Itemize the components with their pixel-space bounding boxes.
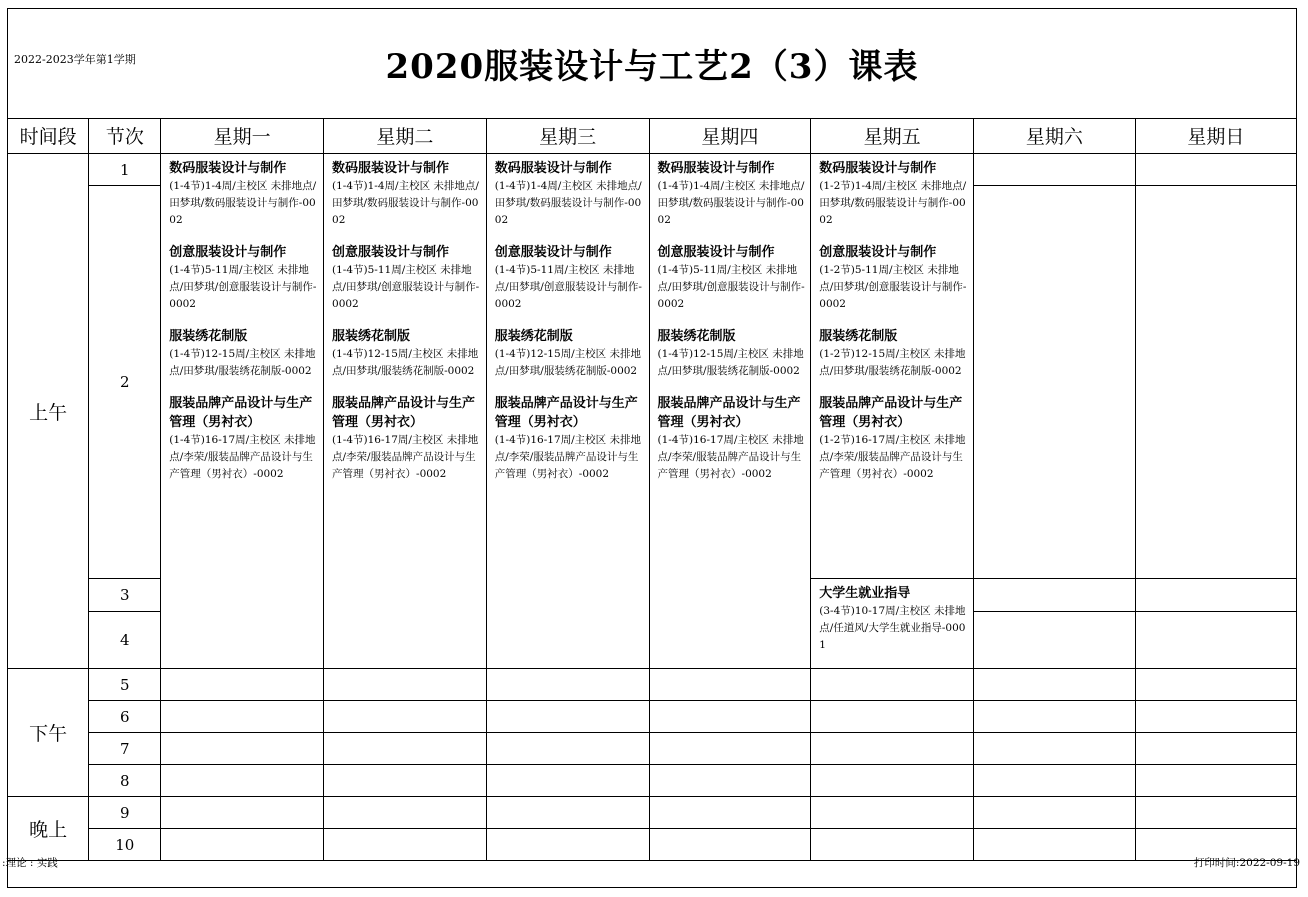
column-header-wednesday: 星期三 bbox=[486, 118, 649, 154]
empty-cell bbox=[811, 765, 974, 797]
empty-cell bbox=[974, 579, 1136, 612]
course-detail: (1-2节)5-11周/主校区 未排地点/田梦琪/创意服装设计与制作-0002 bbox=[819, 264, 967, 310]
course-entry bbox=[169, 327, 319, 380]
period-number: 1 bbox=[89, 154, 161, 186]
course-entry bbox=[658, 327, 807, 380]
friday-afternoon-course bbox=[811, 579, 974, 669]
empty-cell bbox=[486, 765, 649, 797]
empty-cell bbox=[974, 733, 1136, 765]
course-name: 服装绣花制版 bbox=[169, 329, 248, 344]
empty-cell bbox=[1135, 669, 1296, 701]
period-row bbox=[8, 701, 1296, 733]
course-detail: (1-4节)16-17周/主校区 未排地点/李荣/服装品牌产品设计与生产管理（男衬衣）-0002 bbox=[332, 434, 479, 480]
course-name: 数码服装设计与制作 bbox=[169, 161, 287, 176]
course-name: 服装绣花制版 bbox=[494, 329, 573, 344]
column-header-friday: 星期五 bbox=[811, 118, 974, 154]
period-number: 8 bbox=[89, 765, 161, 797]
empty-cell bbox=[811, 797, 974, 829]
course-name: 创意服装设计与制作 bbox=[657, 245, 775, 260]
empty-cell bbox=[161, 797, 324, 829]
empty-cell bbox=[324, 797, 487, 829]
period-row bbox=[8, 733, 1296, 765]
course-detail: (1-4节)5-11周/主校区 未排地点/田梦琪/创意服装设计与制作-0002 bbox=[332, 264, 480, 310]
empty-cell bbox=[1135, 765, 1296, 797]
page-title: 2020服装设计与工艺2（3）课表 bbox=[385, 47, 919, 87]
course-name: 服装绣花制版 bbox=[332, 329, 411, 344]
empty-cell bbox=[324, 765, 487, 797]
course-entry bbox=[169, 394, 319, 483]
course-detail: (1-2节)12-15周/主校区 未排地点/田梦琪/服装绣花制版-0002 bbox=[819, 348, 966, 377]
empty-cell bbox=[974, 765, 1136, 797]
course-name: 数码服装设计与制作 bbox=[657, 161, 775, 176]
empty-cell bbox=[486, 797, 649, 829]
column-header-period: 节次 bbox=[89, 118, 161, 154]
course-detail: (1-4节)12-15周/主校区 未排地点/田梦琪/服装绣花制版-0002 bbox=[657, 348, 804, 377]
course-name: 创意服装设计与制作 bbox=[169, 245, 287, 260]
course-detail: (1-4节)1-4周/主校区 未排地点/田梦琪/数码服装设计与制作-0002 bbox=[169, 180, 317, 226]
tuesday-courses bbox=[324, 154, 487, 669]
period-number: 10 bbox=[89, 829, 161, 861]
empty-cell bbox=[811, 829, 974, 861]
period-number: 5 bbox=[89, 669, 161, 701]
course-name: 数码服装设计与制作 bbox=[332, 161, 450, 176]
period-number: 2 bbox=[89, 186, 161, 579]
course-detail: (1-4节)5-11周/主校区 未排地点/田梦琪/创意服装设计与制作-0002 bbox=[169, 264, 317, 310]
course-detail: (1-4节)16-17周/主校区 未排地点/李荣/服装品牌产品设计与生产管理（男衬衣）-0002 bbox=[169, 434, 316, 480]
empty-cell bbox=[649, 669, 811, 701]
empty-cell bbox=[161, 829, 324, 861]
empty-cell bbox=[486, 829, 649, 861]
course-name: 服装绣花制版 bbox=[819, 329, 898, 344]
course-entry bbox=[332, 394, 482, 483]
course-entry bbox=[819, 584, 969, 654]
period-number: 7 bbox=[89, 733, 161, 765]
empty-cell bbox=[649, 829, 811, 861]
course-detail: (1-4节)1-4周/主校区 未排地点/田梦琪/数码服装设计与制作-0002 bbox=[494, 180, 642, 226]
empty-cell bbox=[649, 701, 811, 733]
course-name: 创意服装设计与制作 bbox=[494, 245, 612, 260]
course-detail: (3-4节)10-17周/主校区 未排地点/任道风/大学生就业指导-0001 bbox=[819, 605, 966, 651]
empty-cell bbox=[324, 733, 487, 765]
segment-evening: 晚上 bbox=[8, 797, 89, 861]
monday-courses bbox=[161, 154, 324, 669]
empty-cell bbox=[161, 733, 324, 765]
course-detail: (1-4节)16-17周/主校区 未排地点/李荣/服装品牌产品设计与生产管理（男衬衣）-0002 bbox=[657, 434, 804, 480]
empty-cell bbox=[811, 733, 974, 765]
friday-morning-courses bbox=[811, 154, 974, 579]
course-entry bbox=[169, 243, 319, 313]
course-name: 数码服装设计与制作 bbox=[819, 161, 937, 176]
period-number: 6 bbox=[89, 701, 161, 733]
empty-cell bbox=[974, 797, 1136, 829]
column-header-segment: 时间段 bbox=[8, 118, 89, 154]
empty-cell bbox=[161, 765, 324, 797]
course-entry bbox=[495, 159, 645, 229]
course-name: 服装品牌产品设计与生产管理（男衬衣） bbox=[494, 396, 638, 430]
segment-afternoon: 下午 bbox=[8, 669, 89, 797]
empty-cell bbox=[486, 669, 649, 701]
empty-cell bbox=[974, 669, 1136, 701]
course-name: 服装绣花制版 bbox=[657, 329, 736, 344]
empty-cell bbox=[1135, 733, 1296, 765]
empty-cell bbox=[486, 701, 649, 733]
course-name: 服装品牌产品设计与生产管理（男衬衣） bbox=[332, 396, 476, 430]
period-row bbox=[8, 797, 1296, 829]
wednesday-courses bbox=[486, 154, 649, 669]
empty-cell bbox=[974, 186, 1136, 579]
thursday-courses bbox=[649, 154, 811, 669]
course-name: 服装品牌产品设计与生产管理（男衬衣） bbox=[169, 396, 313, 430]
segment-morning: 上午 bbox=[8, 154, 89, 669]
course-entry bbox=[658, 243, 807, 313]
empty-cell bbox=[974, 701, 1136, 733]
course-entry bbox=[332, 159, 482, 229]
course-name: 创意服装设计与制作 bbox=[332, 245, 450, 260]
course-entry bbox=[495, 243, 645, 313]
course-detail: (1-2节)1-4周/主校区 未排地点/田梦琪/数码服装设计与制作-0002 bbox=[819, 180, 967, 226]
period-row bbox=[8, 765, 1296, 797]
course-entry bbox=[819, 394, 969, 483]
period-row bbox=[8, 669, 1296, 701]
course-entry bbox=[819, 243, 969, 313]
period-row bbox=[8, 829, 1296, 861]
course-detail: (1-4节)1-4周/主校区 未排地点/田梦琪/数码服装设计与制作-0002 bbox=[657, 180, 805, 226]
header-row bbox=[8, 118, 1296, 154]
empty-cell bbox=[974, 154, 1136, 186]
timetable-sheet bbox=[7, 8, 1297, 888]
empty-cell bbox=[1135, 186, 1296, 579]
period-number: 4 bbox=[89, 612, 161, 669]
column-header-monday: 星期一 bbox=[161, 118, 324, 154]
empty-cell bbox=[1135, 579, 1296, 612]
course-entry bbox=[658, 159, 807, 229]
course-type-legend: :理论 : 实践 bbox=[2, 857, 58, 869]
course-detail: (1-4节)5-11周/主校区 未排地点/田梦琪/创意服装设计与制作-0002 bbox=[494, 264, 642, 310]
empty-cell bbox=[486, 733, 649, 765]
course-name: 服装品牌产品设计与生产管理（男衬衣） bbox=[819, 396, 963, 430]
term-label: 2022-2023学年第1学期 bbox=[14, 53, 136, 66]
column-header-thursday: 星期四 bbox=[649, 118, 811, 154]
timetable-grid bbox=[8, 118, 1296, 861]
course-entry bbox=[495, 394, 645, 483]
course-entry bbox=[819, 327, 969, 380]
empty-cell bbox=[161, 701, 324, 733]
period-number: 9 bbox=[89, 797, 161, 829]
course-entry bbox=[495, 327, 645, 380]
empty-cell bbox=[811, 669, 974, 701]
empty-cell bbox=[974, 829, 1136, 861]
empty-cell bbox=[161, 669, 324, 701]
empty-cell bbox=[974, 612, 1136, 669]
course-detail: (1-4节)1-4周/主校区 未排地点/田梦琪/数码服装设计与制作-0002 bbox=[332, 180, 479, 226]
empty-cell bbox=[1135, 612, 1296, 669]
course-name: 大学生就业指导 bbox=[819, 586, 911, 601]
course-entry bbox=[332, 327, 482, 380]
period-number: 3 bbox=[89, 579, 161, 612]
period-row bbox=[8, 154, 1296, 186]
course-detail: (1-4节)12-15周/主校区 未排地点/田梦琪/服装绣花制版-0002 bbox=[169, 348, 316, 377]
empty-cell bbox=[649, 797, 811, 829]
empty-cell bbox=[1135, 701, 1296, 733]
course-detail: (1-4节)5-11周/主校区 未排地点/田梦琪/创意服装设计与制作-0002 bbox=[657, 264, 805, 310]
column-header-saturday: 星期六 bbox=[974, 118, 1136, 154]
empty-cell bbox=[649, 765, 811, 797]
course-entry bbox=[819, 159, 969, 229]
empty-cell bbox=[811, 701, 974, 733]
column-header-tuesday: 星期二 bbox=[324, 118, 487, 154]
empty-cell bbox=[1135, 797, 1296, 829]
course-name: 数码服装设计与制作 bbox=[494, 161, 612, 176]
empty-cell bbox=[324, 701, 487, 733]
empty-cell bbox=[649, 733, 811, 765]
course-detail: (1-4节)12-15周/主校区 未排地点/田梦琪/服装绣花制版-0002 bbox=[494, 348, 642, 377]
course-detail: (1-4节)12-15周/主校区 未排地点/田梦琪/服装绣花制版-0002 bbox=[332, 348, 479, 377]
course-detail: (1-4节)16-17周/主校区 未排地点/李荣/服装品牌产品设计与生产管理（男衬衣）-0002 bbox=[494, 434, 642, 480]
column-header-sunday: 星期日 bbox=[1135, 118, 1296, 154]
sheet-header bbox=[8, 9, 1296, 119]
course-name: 服装品牌产品设计与生产管理（男衬衣） bbox=[657, 396, 801, 430]
course-entry bbox=[169, 159, 319, 229]
course-entry bbox=[658, 394, 807, 483]
empty-cell bbox=[324, 829, 487, 861]
course-entry bbox=[332, 243, 482, 313]
empty-cell bbox=[1135, 154, 1296, 186]
print-time: 打印时间:2022-09-19 bbox=[1193, 857, 1300, 869]
empty-cell bbox=[324, 669, 487, 701]
course-detail: (1-2节)16-17周/主校区 未排地点/李荣/服装品牌产品设计与生产管理（男衬衣）-0002 bbox=[819, 434, 966, 480]
course-name: 创意服装设计与制作 bbox=[819, 245, 937, 260]
